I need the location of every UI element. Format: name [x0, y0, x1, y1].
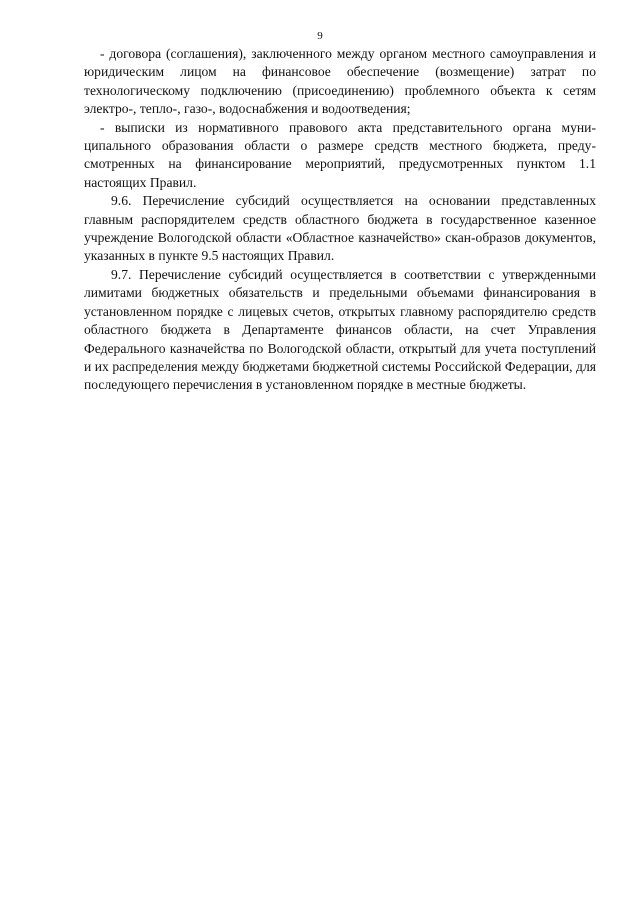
paragraph-extract-item: - выписки из нормативного правового акта представительного органа муниципального образования области о размере средств местного бюджета, предусмотренных на финансирование мероприятий, предусмотренных пунктом 1.1 настоящих Правил.	[84, 119, 596, 190]
document-body	[84, 45, 596, 395]
paragraph-9-6: 9.6. Перечисление субсидий осуществляется на основании представленных главным распорядителем средств областного бюджета в государственное казенное учреждение Вологодской области «Областное казначейство» скан-образов документов, указанных в пункте 9.5 настоящих Правил.	[84, 193, 596, 264]
paragraph-9-7: 9.7. Перечисление субсидий осуществляется в соответствии с утвержденными лимитами бюджетных обязательств и предельными объемами финансирования в установленном порядке с лицевых счетов, открытых главному распорядителю средств областного бюджета в Департаменте финансов области, на счет Управления Федерального казначейства по Вологодской области, открытый для учета поступлений и их распределения между бюджетами бюджетной системы Российской Федерации, для последующего перечисления в установленном порядке в местные бюджеты.	[84, 266, 596, 393]
page-number: 9	[317, 30, 323, 42]
paragraph-agreement-item: - договора (соглашения), заключенного между органом местного самоуправления и юридическим лицом на финансовое обеспечение (возмещение) затрат по технологическому подключению (присоединению) проблемного объекта к сетям электро-, тепло-, газо-, водоснабжения и водоотведения;	[84, 46, 596, 117]
